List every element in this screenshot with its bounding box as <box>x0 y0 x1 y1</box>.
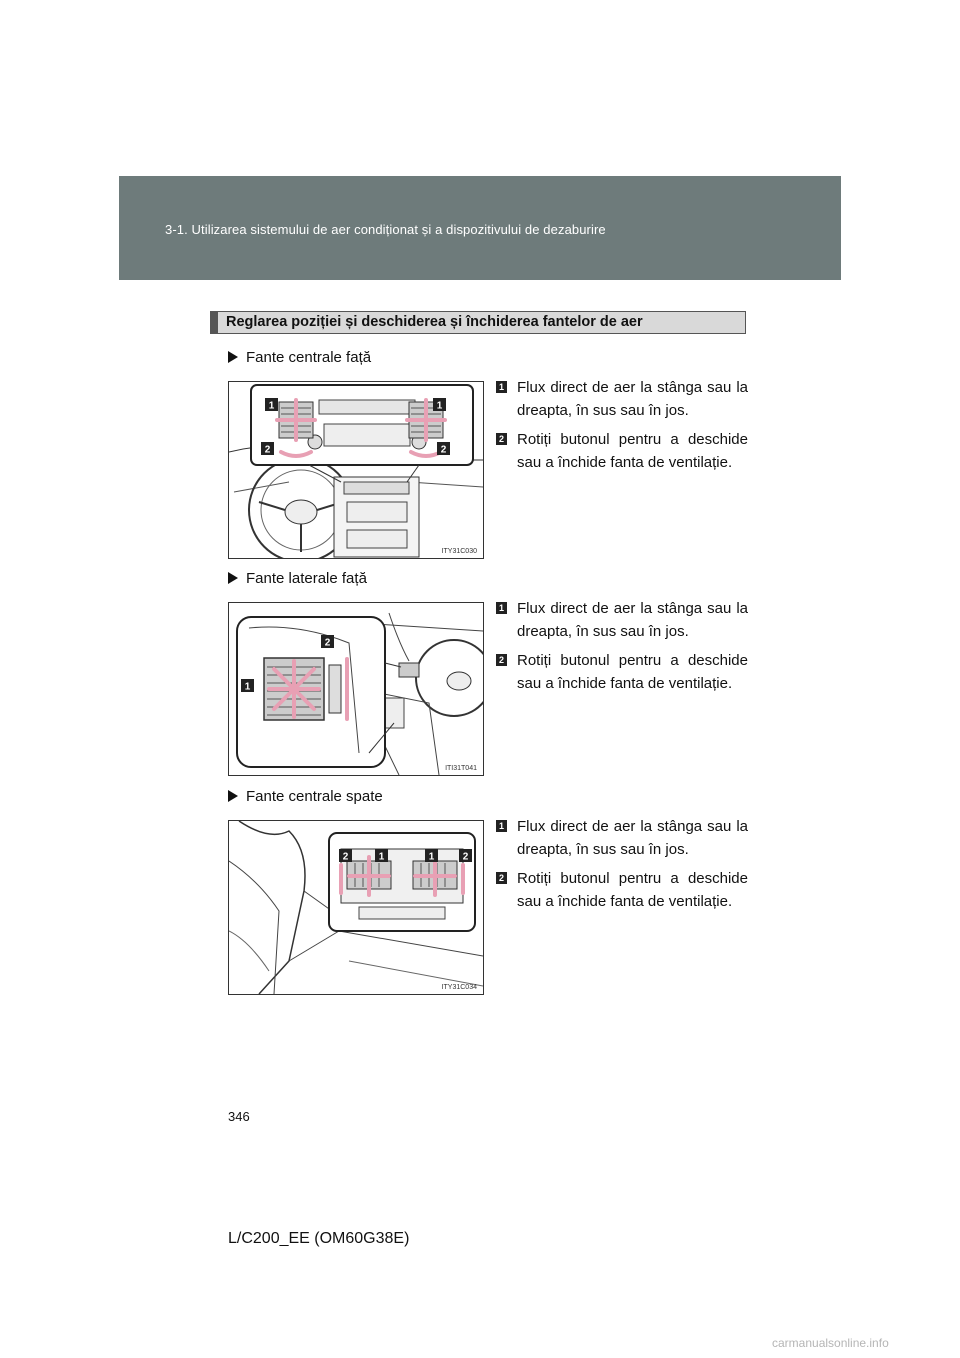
list-item: 1 Flux direct de aer la stânga sau la dreapta, în sus sau în jos. <box>496 815 748 861</box>
list-item: 1 Flux direct de aer la stânga sau la dreapta, în sus sau în jos. <box>496 597 748 643</box>
number-badge: 2 <box>496 433 507 445</box>
number-badge: 2 <box>496 654 507 666</box>
svg-text:1: 1 <box>378 851 385 863</box>
page-header <box>119 176 841 280</box>
svg-text:2: 2 <box>440 444 447 456</box>
svg-text:1: 1 <box>428 851 435 863</box>
triangle-bullet-icon <box>228 351 238 363</box>
description-list-rear-center <box>496 815 748 919</box>
list-item: 2 Rotiți butonul pentru a deschide sau a închide fanta de ventilație. <box>496 649 748 695</box>
triangle-bullet-icon <box>228 572 238 584</box>
figure-code: ITY31C030 <box>441 548 477 555</box>
figure-front-center-vents <box>228 381 484 559</box>
triangle-bullet-icon <box>228 790 238 802</box>
svg-text:2: 2 <box>324 637 331 649</box>
footer-model-code: L/C200_EE (OM60G38E) <box>228 1230 410 1247</box>
side-vent-illustration <box>229 603 483 775</box>
number-badge: 1 <box>496 820 507 832</box>
watermark: carmanualsonline.info <box>772 1336 889 1350</box>
figure-code: ITY31C034 <box>441 984 477 991</box>
list-item: 1 Flux direct de aer la stânga sau la dreapta, în sus sau în jos. <box>496 376 748 422</box>
figure-front-side-vents <box>228 602 484 776</box>
number-badge: 1 <box>496 602 507 614</box>
page-number: 346 <box>228 1109 250 1124</box>
svg-text:2: 2 <box>462 851 469 863</box>
svg-text:1: 1 <box>268 400 275 412</box>
subsection-label-front-center: Fante centrale față <box>228 349 371 366</box>
figure-code: ITI31T041 <box>445 765 477 772</box>
svg-text:2: 2 <box>342 851 349 863</box>
description-list-front-side <box>496 597 748 701</box>
subsection-label-front-side: Fante laterale față <box>228 570 367 587</box>
svg-text:1: 1 <box>244 681 251 693</box>
number-badge: 2 <box>496 872 507 884</box>
subsection-label-rear-center: Fante centrale spate <box>228 788 383 805</box>
list-item: 2 Rotiți butonul pentru a deschide sau a închide fanta de ventilație. <box>496 867 748 913</box>
description-list-front-center <box>496 376 748 480</box>
svg-text:1: 1 <box>436 400 443 412</box>
rear-vent-illustration <box>229 821 483 994</box>
section-title: Reglarea poziției și deschiderea și închiderea fantelor de aer <box>226 314 643 330</box>
breadcrumb: 3-1. Utilizarea sistemului de aer condiționat și a dispozitivului de dezaburire <box>165 222 606 237</box>
section-heading-bar <box>211 312 218 333</box>
number-badge: 1 <box>496 381 507 393</box>
figure-rear-center-vents <box>228 820 484 995</box>
dashboard-illustration <box>229 382 483 558</box>
list-item: 2 Rotiți butonul pentru a deschide sau a închide fanta de ventilație. <box>496 428 748 474</box>
section-heading <box>210 311 746 334</box>
svg-text:2: 2 <box>264 444 271 456</box>
